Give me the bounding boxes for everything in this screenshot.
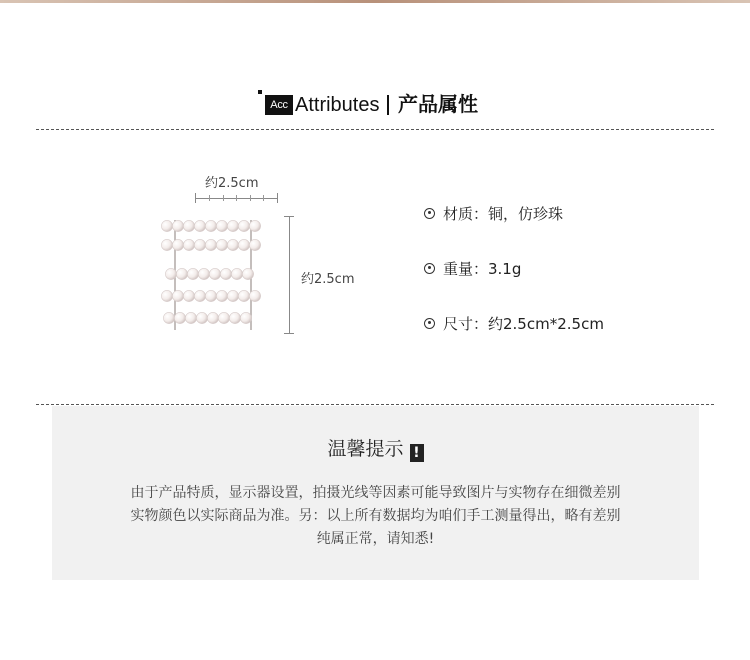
pearl-bead — [220, 268, 231, 279]
pearl-bead — [207, 312, 218, 323]
pearl-bead — [249, 239, 260, 250]
pearl-bead — [161, 290, 172, 301]
bullet-icon — [424, 318, 435, 329]
pearl-bead — [176, 268, 187, 279]
pearl-bead — [194, 220, 205, 231]
divider-top — [36, 129, 714, 130]
pearl-bead — [183, 220, 194, 231]
pearl-bead — [216, 220, 227, 231]
bullet-icon — [424, 263, 435, 274]
pearl-bead — [238, 220, 249, 231]
pearl-bead — [227, 290, 238, 301]
top-accent-strip — [0, 0, 750, 3]
pearl-bead — [172, 220, 183, 231]
pearl-bead — [163, 312, 174, 323]
attribute-text: 重量：3.1g — [443, 259, 522, 278]
height-dimension-cap-top — [284, 216, 294, 217]
pearl-bead — [238, 290, 249, 301]
width-dimension-label: 约2.5cm — [205, 176, 259, 191]
pearl-bead — [216, 290, 227, 301]
pearl-bead — [172, 239, 183, 250]
pearl-bead — [205, 290, 216, 301]
pearl-bead — [249, 290, 260, 301]
notice-title-text: 温馨提示 — [327, 438, 404, 460]
notice-body — [82, 482, 669, 551]
header-cn-title: 产品属性 — [398, 92, 478, 116]
notice-line: 实物颜色以实际商品为准。另：以上所有数据均为咱们手工测量得出，略有差别 — [130, 508, 621, 524]
pearl-bead — [194, 239, 205, 250]
pearl-bead — [161, 220, 172, 231]
divider-bottom — [36, 404, 714, 405]
product-image — [155, 170, 375, 350]
pearl-ear-cuff-illustration — [155, 170, 285, 350]
height-dimension-label: 约2.5cm — [301, 272, 355, 287]
attribute-size — [424, 312, 604, 334]
pearl-bead — [242, 268, 253, 279]
pearl-bead — [240, 312, 251, 323]
header-en-title: Attributes — [295, 94, 380, 116]
header-separator — [387, 95, 389, 115]
pearl-bead — [194, 290, 205, 301]
pearl-bead — [209, 268, 220, 279]
attribute-text: 尺寸：约2.5cm*2.5cm — [443, 314, 604, 333]
pearl-bead — [205, 220, 216, 231]
pearl-bead — [238, 239, 249, 250]
bullet-icon — [424, 208, 435, 219]
pearl-bead — [183, 290, 194, 301]
height-dimension-cap-bottom — [284, 333, 294, 334]
pearl-bead — [183, 239, 194, 250]
pearl-bead — [187, 268, 198, 279]
exclamation-icon: ! — [410, 444, 424, 462]
pearl-bead — [165, 268, 176, 279]
pearl-bead — [196, 312, 207, 323]
pearl-bead — [172, 290, 183, 301]
pearl-bead — [174, 312, 185, 323]
notice-box — [52, 406, 699, 580]
section-header — [0, 86, 750, 126]
acc-badge: Acc — [265, 95, 293, 115]
notice-title — [52, 434, 699, 462]
height-dimension-line — [289, 216, 290, 333]
pearl-bead — [231, 268, 242, 279]
pearl-bead — [229, 312, 240, 323]
pearl-bead — [216, 239, 227, 250]
header-dot — [258, 90, 262, 94]
attribute-weight — [424, 257, 521, 279]
notice-line: 由于产品特质，显示器设置，拍摄光线等因素可能导致图片与实物存在细微差别 — [130, 485, 621, 501]
pearl-bead — [218, 312, 229, 323]
pearl-bead — [161, 239, 172, 250]
pearl-bead — [185, 312, 196, 323]
pearl-bead — [227, 239, 238, 250]
pearl-bead — [205, 239, 216, 250]
attribute-material — [424, 202, 563, 224]
pearl-bead — [227, 220, 238, 231]
attribute-text: 材质：铜，仿珍珠 — [443, 204, 564, 223]
notice-line: 纯属正常，请知悉! — [316, 531, 435, 547]
pearl-bead — [198, 268, 209, 279]
pearl-bead — [249, 220, 260, 231]
